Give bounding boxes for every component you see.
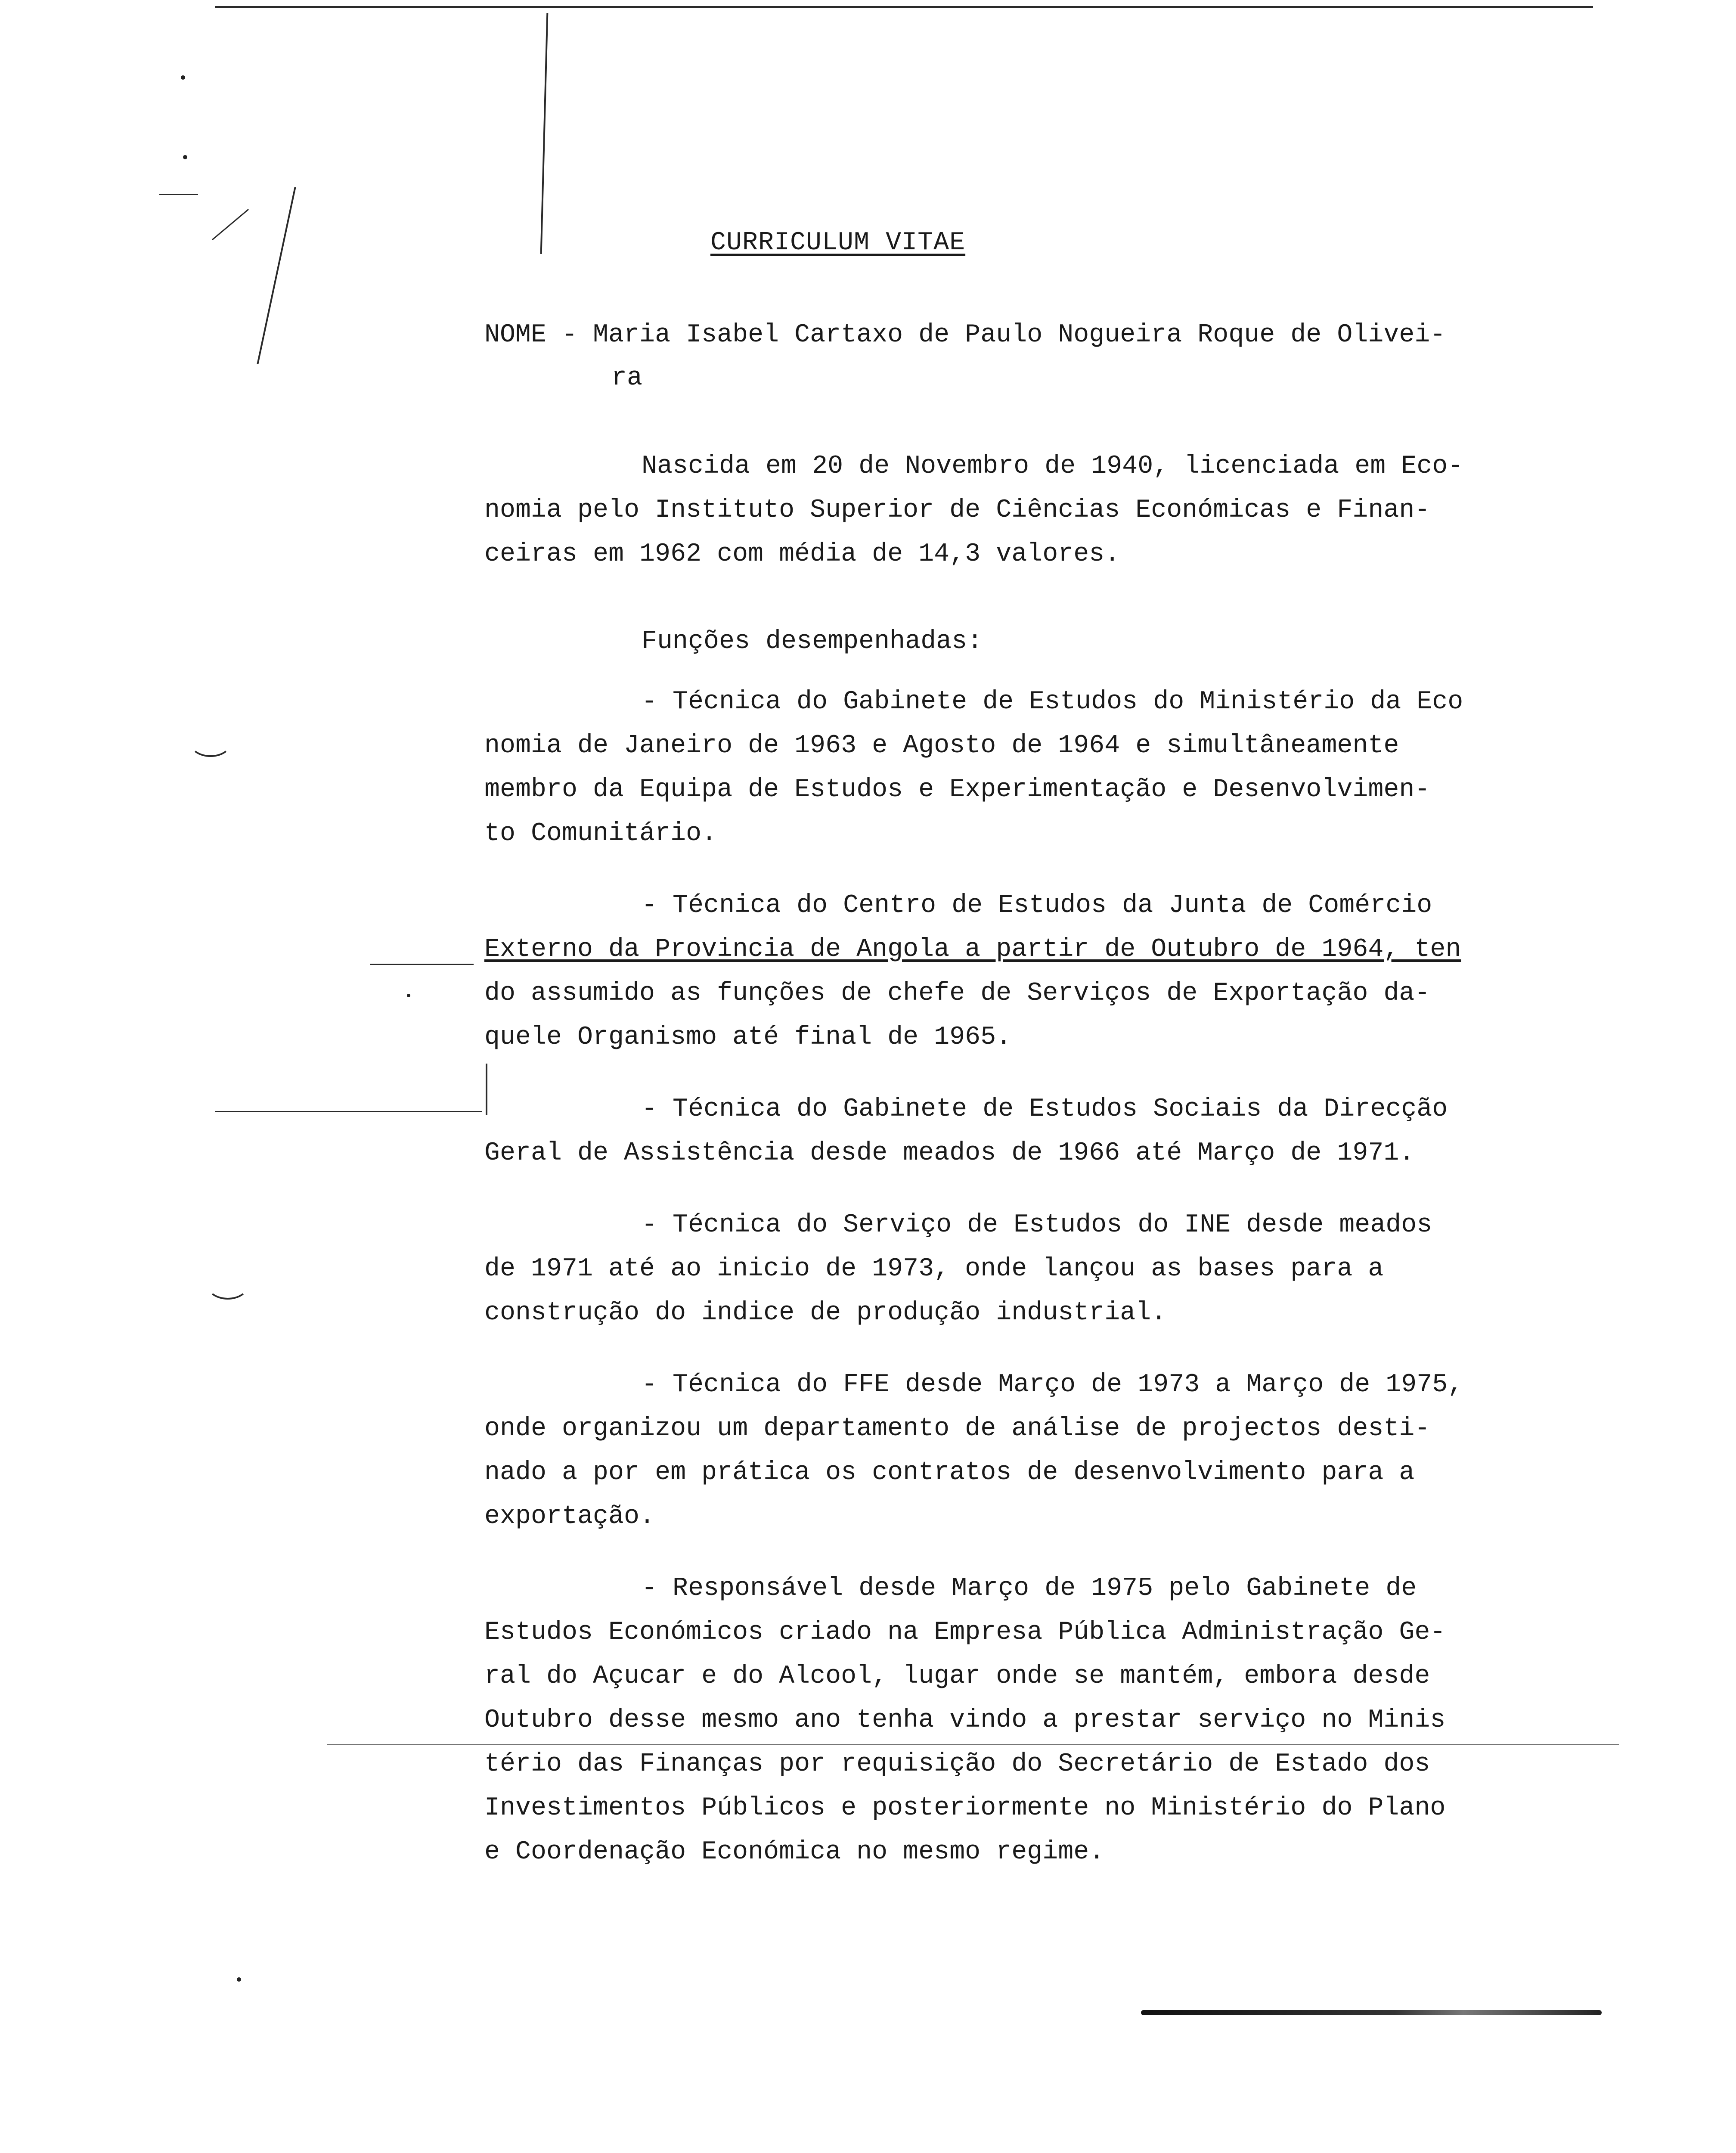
- margin-dot: [181, 75, 185, 80]
- entry-line: to Comunitário.: [484, 819, 717, 848]
- ink-smudge-stroke: [1141, 2010, 1602, 2015]
- margin-dash: [327, 1744, 1619, 1745]
- page-title: CURRICULUM VITAE: [710, 228, 966, 257]
- margin-curve-mark: [207, 1270, 249, 1300]
- entry-line: onde organizou um departamento de análise de projectos desti-: [484, 1414, 1430, 1443]
- entry-line: - Responsável desde Março de 1975 pelo Gabinete de: [642, 1574, 1417, 1603]
- left-margin-stroke: [257, 187, 296, 364]
- entry-line: Externo da Provincia de Angola a partir de Outubro de 1964, ten: [484, 935, 1461, 964]
- left-margin-slash: [212, 209, 249, 240]
- intro-line: nomia pelo Instituto Superior de Ciências Económicas e Finan-: [484, 496, 1430, 525]
- entry-line: tério das Finanças por requisição do Secretário de Estado dos: [484, 1750, 1430, 1779]
- margin-vertical-stroke: [540, 13, 549, 254]
- entry-line: membro da Equipa de Estudos e Experimentação e Desenvolvimen-: [484, 775, 1430, 804]
- margin-dash: [370, 964, 474, 965]
- entry-line: construção do indice de produção industrial.: [484, 1298, 1167, 1328]
- entry-line: Estudos Económicos criado na Empresa Pública Administração Ge-: [484, 1618, 1446, 1647]
- left-margin-dash: [159, 194, 198, 195]
- entry-line: - Técnica do Gabinete de Estudos Sociais da Direcção: [642, 1095, 1448, 1124]
- entry-line: de 1971 até ao inicio de 1973, onde lançou as bases para a: [484, 1254, 1384, 1284]
- entry-line: - Técnica do Gabinete de Estudos do Ministério da Eco: [642, 687, 1463, 717]
- entry-line: do assumido as funções de chefe de Serviços de Exportação da-: [484, 979, 1430, 1008]
- intro-line: Nascida em 20 de Novembro de 1940, licenciada em Eco-: [642, 452, 1463, 481]
- entry-line: - Técnica do FFE desde Março de 1973 a Março de 1975,: [642, 1370, 1463, 1399]
- margin-dot: [183, 155, 187, 159]
- entry-line: nomia de Janeiro de 1963 e Agosto de 1964 e simultâneamente: [484, 731, 1399, 760]
- margin-tick: [486, 1064, 487, 1115]
- entry-line: quele Organismo até final de 1965.: [484, 1023, 1012, 1052]
- name-line: NOME - Maria Isabel Cartaxo de Paulo Nogueira Roque de Olivei-: [484, 320, 1446, 350]
- entry-line: e Coordenação Económica no mesmo regime.: [484, 1837, 1105, 1867]
- name-line-continuation: ra: [611, 363, 643, 393]
- margin-dash: [215, 1111, 482, 1112]
- intro-line: ceiras em 1962 com média de 14,3 valores.: [484, 540, 1120, 569]
- margin-dot: [407, 994, 410, 997]
- entry-line: Outubro desse mesmo ano tenha vindo a prestar serviço no Minis: [484, 1706, 1446, 1735]
- top-border-line: [215, 6, 1593, 8]
- margin-dot: [237, 1977, 241, 1982]
- entry-line: Investimentos Públicos e posteriormente no Ministério do Plano: [484, 1793, 1446, 1823]
- entry-line: nado a por em prática os contratos de desenvolvimento para a: [484, 1458, 1415, 1487]
- entry-line: - Técnica do Serviço de Estudos do INE desde meados: [642, 1210, 1432, 1240]
- entry-line: Geral de Assistência desde meados de 1966 até Março de 1971.: [484, 1139, 1415, 1168]
- margin-curve-mark: [189, 728, 232, 757]
- entry-line: - Técnica do Centro de Estudos da Junta de Comércio: [642, 891, 1432, 920]
- functions-heading: Funções desempenhadas:: [642, 627, 983, 656]
- entry-line: ral do Açucar e do Alcool, lugar onde se mantém, embora desde: [484, 1662, 1430, 1691]
- entry-line: exportação.: [484, 1502, 655, 1531]
